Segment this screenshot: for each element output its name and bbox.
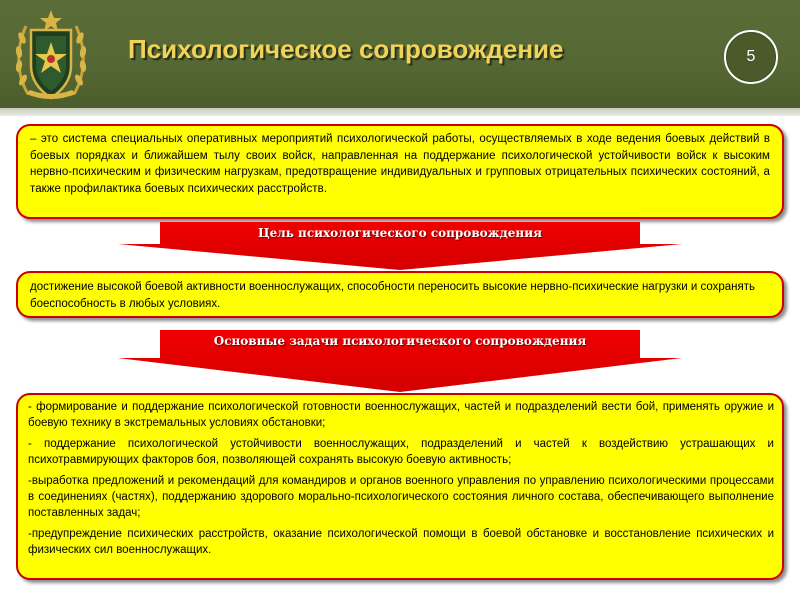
goal-box [16, 271, 784, 318]
tasks-box [16, 393, 784, 580]
tasks-arrow [118, 330, 682, 392]
task-item: - поддержание психологической устойчивости военнослужащих, подразделений и частей к воздействию устрашающих и психотравмирующих факторов боя, позволяющей сохранять высокую боевую активность; [28, 438, 774, 466]
military-emblem-icon [14, 8, 88, 104]
page-number-badge: 5 [724, 30, 778, 84]
goal-arrow-label: Цель психологического сопровождения [258, 226, 542, 240]
header-divider [0, 108, 800, 116]
page-title: Психологическое сопровождение [128, 34, 564, 64]
definition-box [16, 124, 784, 219]
definition-text: – это система специальных оперативных мероприятий психологической работы, осуществляемых в ходе ведения боевых действий в боевых порядках и ближайшем тылу своих войск, направленная на поддержание психологической устойчивости войск к высоким нервно-психическим и физическим нагрузкам, предотвращение индивидуальных и групповых отрицательных психических состояний, а также профилактика боевых психических расстройств. [30, 133, 770, 195]
goal-arrow [118, 222, 682, 270]
task-item: -выработка предложений и рекомендаций для командиров и органов военного управления по управлению психологическими процессами в соединениях (частях), поддержанию здорового морально-психологического состояния личного состава, обеспечивающего выполнение поставленных задач; [28, 475, 774, 519]
task-item: -предупреждение психических расстройств, оказание психологической помощи в боевой обстановке и восстановление психических и физических сил военнослужащих. [28, 528, 774, 556]
tasks-arrow-label: Основные задачи психологического сопровождения [213, 334, 587, 348]
goal-text: достижение высокой боевой активности военнослужащих, способности переносить высокие нервно-психические нагрузки и сохранять боеспособность в любых условиях. [30, 281, 755, 310]
task-item: - формирование и поддержание психологической готовности военнослужащих, частей и подразделений вести бой, применять оружие и боевую технику в экстремальных условиях обстановки; [28, 401, 774, 429]
